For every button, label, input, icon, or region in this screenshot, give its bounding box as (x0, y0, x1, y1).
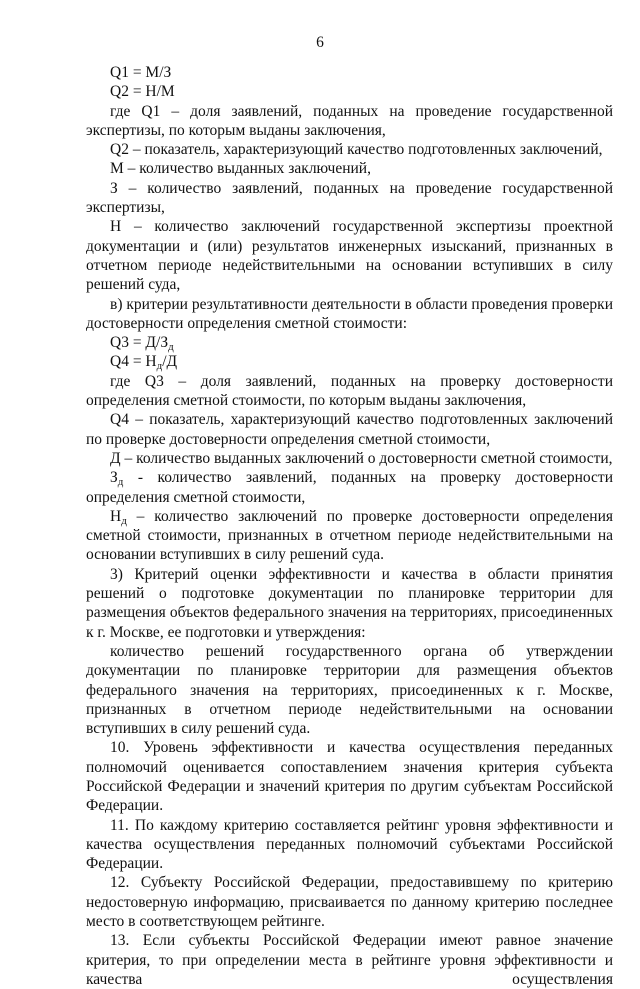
paragraph: количество решений государственного органа об утверждении документации по планировке территории для размещения объектов федерального значения на территориях, присоединенных к г. Москве, признанных в отчетном периоде недействительными на основании вступивших в силу решений суда. (86, 642, 613, 738)
paragraph: Д – количество выданных заключений о достоверности сметной стоимости, (110, 449, 613, 467)
paragraph: М – количество выданных заключений, (110, 160, 371, 178)
page-number: 6 (316, 34, 324, 51)
paragraph: 11. По каждому критерию составляется рейтинг уровня эффективности и качества осуществления переданных полномочий субъектами Российской Федерации. (86, 816, 613, 873)
paragraph-zd: $З_д$ - количество заявлений, поданных на проверку достоверности определения сметной стоимости, (86, 469, 613, 506)
paragraph: Q4 – показатель, характеризующий качество подготовленных заключений по проверке достоверности определения сметной стоимости, (86, 411, 613, 448)
paragraph: 3) Критерий оценки эффективности и качества в области принятия решений о подготовке документации по планировке территории для размещения объектов федерального значения на территориях, присоединенных к г. Москве, ее подготовки и утверждения: (86, 565, 613, 641)
paragraph: где Q1 – доля заявлений, поданных на проведение государственной экспертизы, по которым выданы заключения, (86, 102, 613, 139)
paragraph: З – количество заявлений, поданных на проведение государственной экспертизы, (86, 179, 613, 217)
paragraph: 13. Если субъекты Российской Федерации имеют равное значение критерия, то при определении места в рейтинге уровня эффективности и качества осуществления (86, 932, 613, 988)
paragraph: 10. Уровень эффективности и качества осуществления переданных полномочий оценивается сопоставлением значения критерия субъекта Российской Федерации и значений критерия по другим субъектам Российской Федерации. (86, 739, 613, 815)
formula-q3: $Q3 = Д/З_д$ (110, 334, 174, 354)
formula-q4: $Q4 = Н_д/Д$ (110, 353, 178, 373)
paragraph: Н – количество заключений государственной экспертизы проектной документации и (или) результатов инженерных изысканий, признанных в отчетном периоде недействительными на основании вступивших в силу решений суда, (86, 218, 613, 294)
paragraph: в) критерии результативности деятельности в области проведения проверки достоверности определения сметной стоимости: (86, 295, 613, 332)
formula-q1: Q1 = М/З (110, 64, 172, 81)
document-body (86, 63, 613, 989)
paragraph: 12. Субъекту Российской Федерации, предоставившему по критерию недостоверную информацию, присваивается по данному критерию последнее место в соответствующем рейтинге. (86, 874, 613, 931)
paragraph: где Q3 – доля заявлений, поданных на проверку достоверности определения сметной стоимости, по которым выданы заключения, (86, 372, 613, 410)
paragraph-nd: $Н_д$ – количество заключений по проверке достоверности определения сметной стоимости, признанных в отчетном периоде недействительными на основании вступивших в силу решений суда. (86, 507, 613, 564)
formula-q2: Q2 = Н/М (110, 83, 175, 101)
paragraph: Q2 – показатель, характеризующий качество подготовленных заключений, (110, 141, 603, 159)
